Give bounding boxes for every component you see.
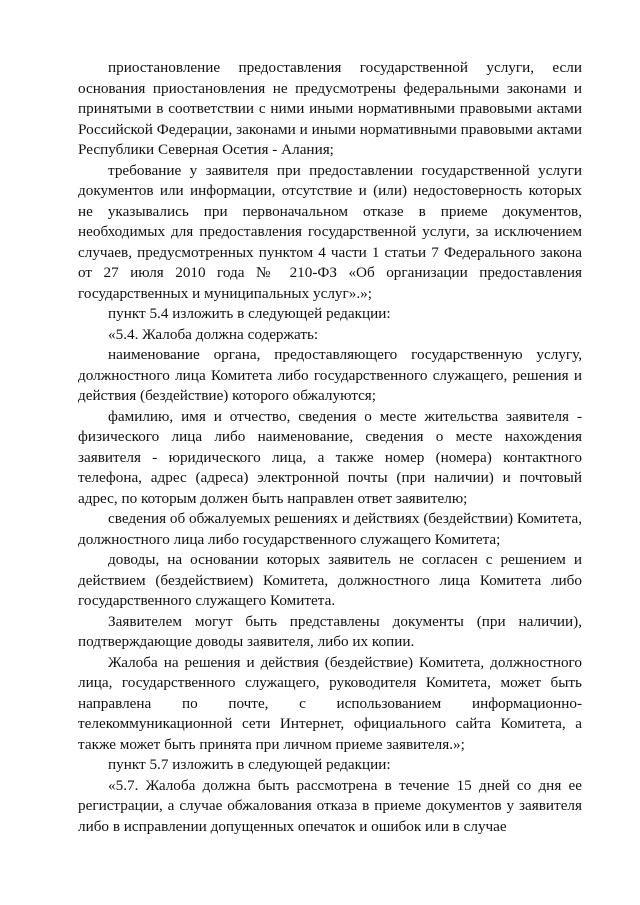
paragraph-applicant-details: фамилию, имя и отчество, сведения о месте жительства заявителя - физического лица либо наименование, сведения о месте нахождения заявителя - юридического лица, а также номер (номера) контактного телефона, адрес (адреса) электронной почты (при наличии) и почтовый адрес, по которым должен быть направлен ответ заявителю; — [78, 407, 582, 507]
paragraph-item-5-7-text: «5.7. Жалоба должна быть рассмотрена в течение 15 дней со дня ее регистрации, а случае обжалования отказа в приеме документов у заявителя либо в исправлении допущенных опечаток и ошибок или в случае — [78, 776, 582, 835]
document-body — [78, 58, 582, 837]
paragraph-authority-name: наименование органа, предоставляющего государственную услугу, должностного лица Комитета либо государственного служащего, решения и действия (бездействие) которого обжалуются; — [78, 346, 582, 404]
paragraph-item-5-7-intro: пункт 5.7 изложить в следующей редакции: — [108, 756, 391, 773]
paragraph-arguments: доводы, на основании которых заявитель не согласен с решением и действием (бездействием) Комитета, должностного лица Комитета либо государственного служащего Комитета. — [78, 551, 582, 609]
paragraph-document-requirement: требование у заявителя при предоставлении государственной услуги документов или информации, отсутствие и (или) недостоверность которых не указывались при первоначальном отказе в приеме документов, необходимых для предоставления государственной услуги, за исключением случаев, предусмотренных пунктом 4 части 1 статьи 7 Федерального закона от 27 июля 2010 года № 210-ФЗ «Об организации предоставления государственных и муниципальных услуг».»; — [78, 161, 582, 302]
paragraph-item-5-4-intro: пункт 5.4 изложить в следующей редакции: — [108, 305, 391, 322]
paragraph-suspension-grounds: приостановление предоставления государственной услуги, если основания приостановления не предусмотрены федеральными законами и принятыми в соответствии с ними иными нормативными правовыми актами Российской Федерации, законами и иными нормативными правовыми актами Республики Северная Осетия - Алания; — [78, 59, 582, 158]
paragraph-item-5-4-heading: «5.4. Жалоба должна содержать: — [108, 325, 319, 343]
paragraph-submission-methods: Жалоба на решения и действия (бездействие) Комитета, должностного лица, государственного служащего, руководителя Комитета, может быть направлена по почте, с использованием информационно-телекоммуникационной сети Интернет, официального сайта Комитета, а также может быть принята при личном приеме заявителя.»; — [78, 653, 582, 753]
paragraph-supporting-documents: Заявителем могут быть представлены документы (при наличии), подтверждающие доводы заявителя, либо их копии. — [78, 612, 582, 650]
paragraph-appealed-decisions: сведения об обжалуемых решениях и действиях (бездействии) Комитета, должностного лица либо государственного служащего Комитета; — [78, 510, 582, 548]
